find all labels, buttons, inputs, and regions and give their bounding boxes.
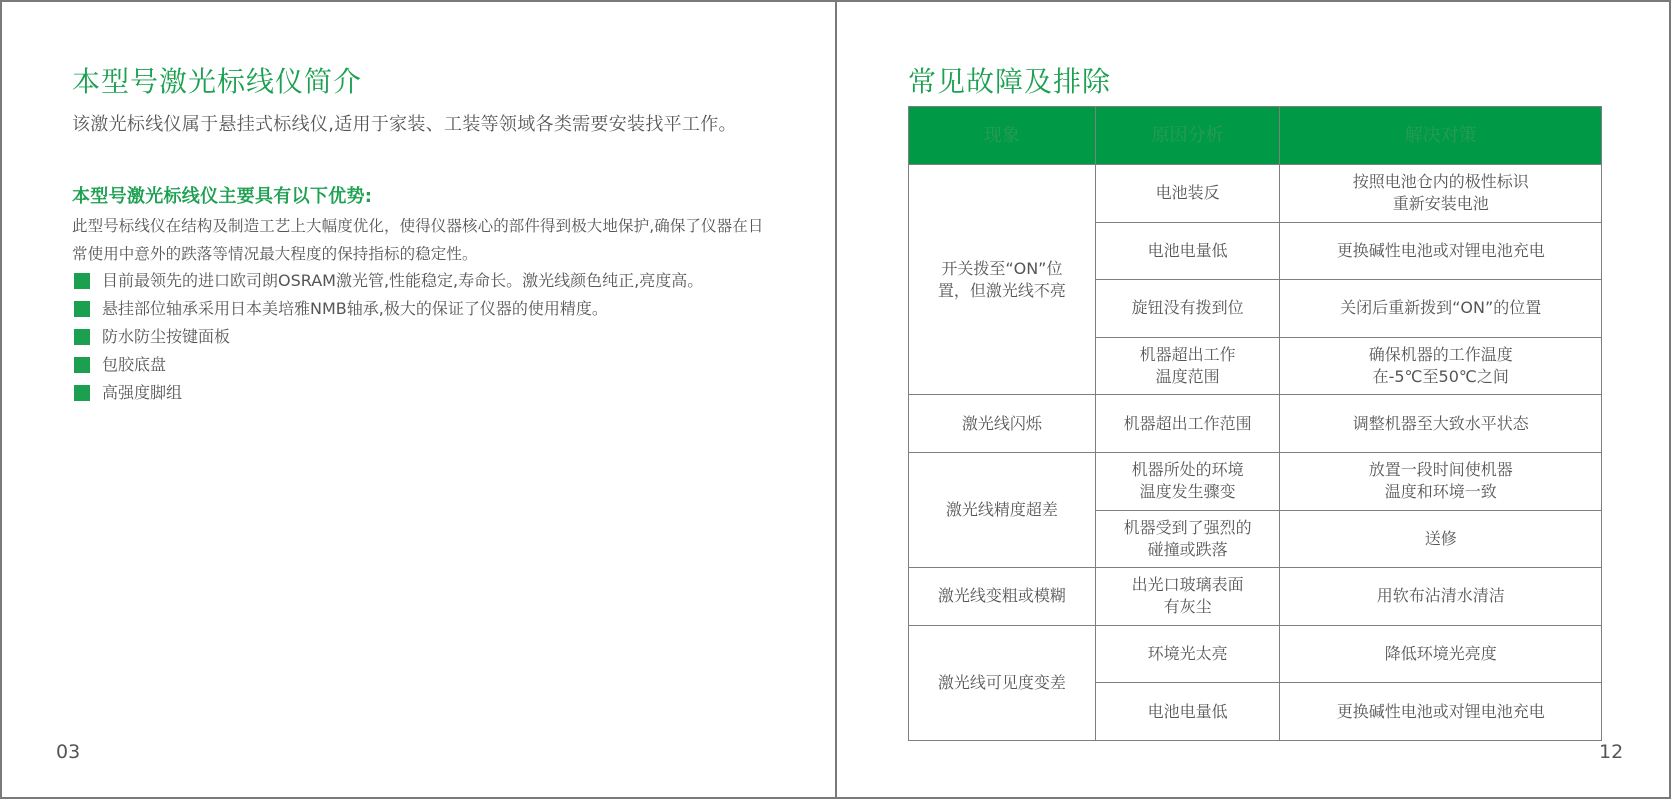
table-row [909,568,1602,626]
cause-cell: 机器超出工作 温度范围 [1095,337,1280,395]
cause-cell: 环境光太亮 [1095,625,1280,683]
solution-cell: 用软布沾清水清洁 [1280,568,1602,626]
solution-cell: 送修 [1280,510,1602,568]
green-square-bullet-icon [74,273,90,289]
list-item [74,295,774,323]
page-number: 12 [1599,741,1624,763]
list-item [74,379,774,407]
troubleshooting-table [908,106,1602,741]
phenomenon-cell: 开关拨至“ON”位 置，但激光线不亮 [909,165,1096,395]
solution-cell: 降低环境光亮度 [1280,625,1602,683]
cause-cell: 电池电量低 [1095,222,1280,280]
cause-cell: 机器超出工作范围 [1095,395,1280,453]
page-title: 本型号激光标线仪简介 [72,65,363,98]
list-item [74,351,774,379]
list-item [74,323,774,351]
solution-cell: 放置一段时间使机器 温度和环境一致 [1280,452,1602,510]
list-item-text: 包胶底盘 [102,355,167,374]
green-square-bullet-icon [74,329,90,345]
table-row [909,625,1602,683]
description-paragraph: 此型号标线仪在结构及制造工艺上大幅度优化，使得仪器核心的部件得到极大地保护,确保了仪器在日常使用中意外的跌落等情况最大程度的保持指标的稳定性。 [72,217,764,263]
table-header-row [909,107,1602,165]
list-item-text: 目前最领先的进口欧司朗OSRAM激光管,性能稳定,寿命长。激光线颜色纯正,亮度高。 [102,271,704,290]
list-item [74,267,774,295]
solution-cell: 调整机器至大致水平状态 [1280,395,1602,453]
cause-cell: 电池装反 [1095,165,1280,223]
cause-cell: 电池电量低 [1095,683,1280,741]
phenomenon-cell: 激光线变粗或模糊 [909,568,1096,626]
phenomenon-cell: 激光线闪烁 [909,395,1096,453]
list-item-text: 防水防尘按键面板 [102,327,231,346]
advantages-heading: 本型号激光标线仪主要具有以下优势: [72,186,373,207]
solution-cell: 关闭后重新拨到“ON”的位置 [1280,280,1602,338]
cause-cell: 旋钮没有拨到位 [1095,280,1280,338]
phenomenon-cell: 激光线可见度变差 [909,625,1096,740]
cause-cell: 机器所处的环境 温度发生骤变 [1095,452,1280,510]
cause-cell: 出光口玻璃表面 有灰尘 [1095,568,1280,626]
header-solution: 解决对策 [1280,107,1602,165]
intro-paragraph: 该激光标线仪属于悬挂式标线仪,适用于家装、工装等领域各类需要安装找平工作。 [72,114,737,135]
table-row [909,165,1602,223]
header-phenomenon: 现象 [909,107,1096,165]
green-square-bullet-icon [74,357,90,373]
left-page [2,2,835,797]
table-row [909,395,1602,453]
green-square-bullet-icon [74,385,90,401]
green-square-bullet-icon [74,301,90,317]
solution-cell: 更换碱性电池或对锂电池充电 [1280,683,1602,741]
solution-cell: 按照电池仓内的极性标识 重新安装电池 [1280,165,1602,223]
right-page [837,2,1669,797]
table-row [909,452,1602,510]
header-cause: 原因分析 [1095,107,1280,165]
page-number: 03 [56,741,81,763]
advantages-list [74,267,774,407]
page-title: 常见故障及排除 [908,65,1112,98]
solution-cell: 确保机器的工作温度 在-5℃至50℃之间 [1280,337,1602,395]
phenomenon-cell: 激光线精度超差 [909,452,1096,567]
solution-cell: 更换碱性电池或对锂电池充电 [1280,222,1602,280]
cause-cell: 机器受到了强烈的 碰撞或跌落 [1095,510,1280,568]
list-item-text: 高强度脚组 [102,383,183,402]
list-item-text: 悬挂部位轴承采用日本美培雅NMB轴承,极大的保证了仪器的使用精度。 [102,299,608,318]
